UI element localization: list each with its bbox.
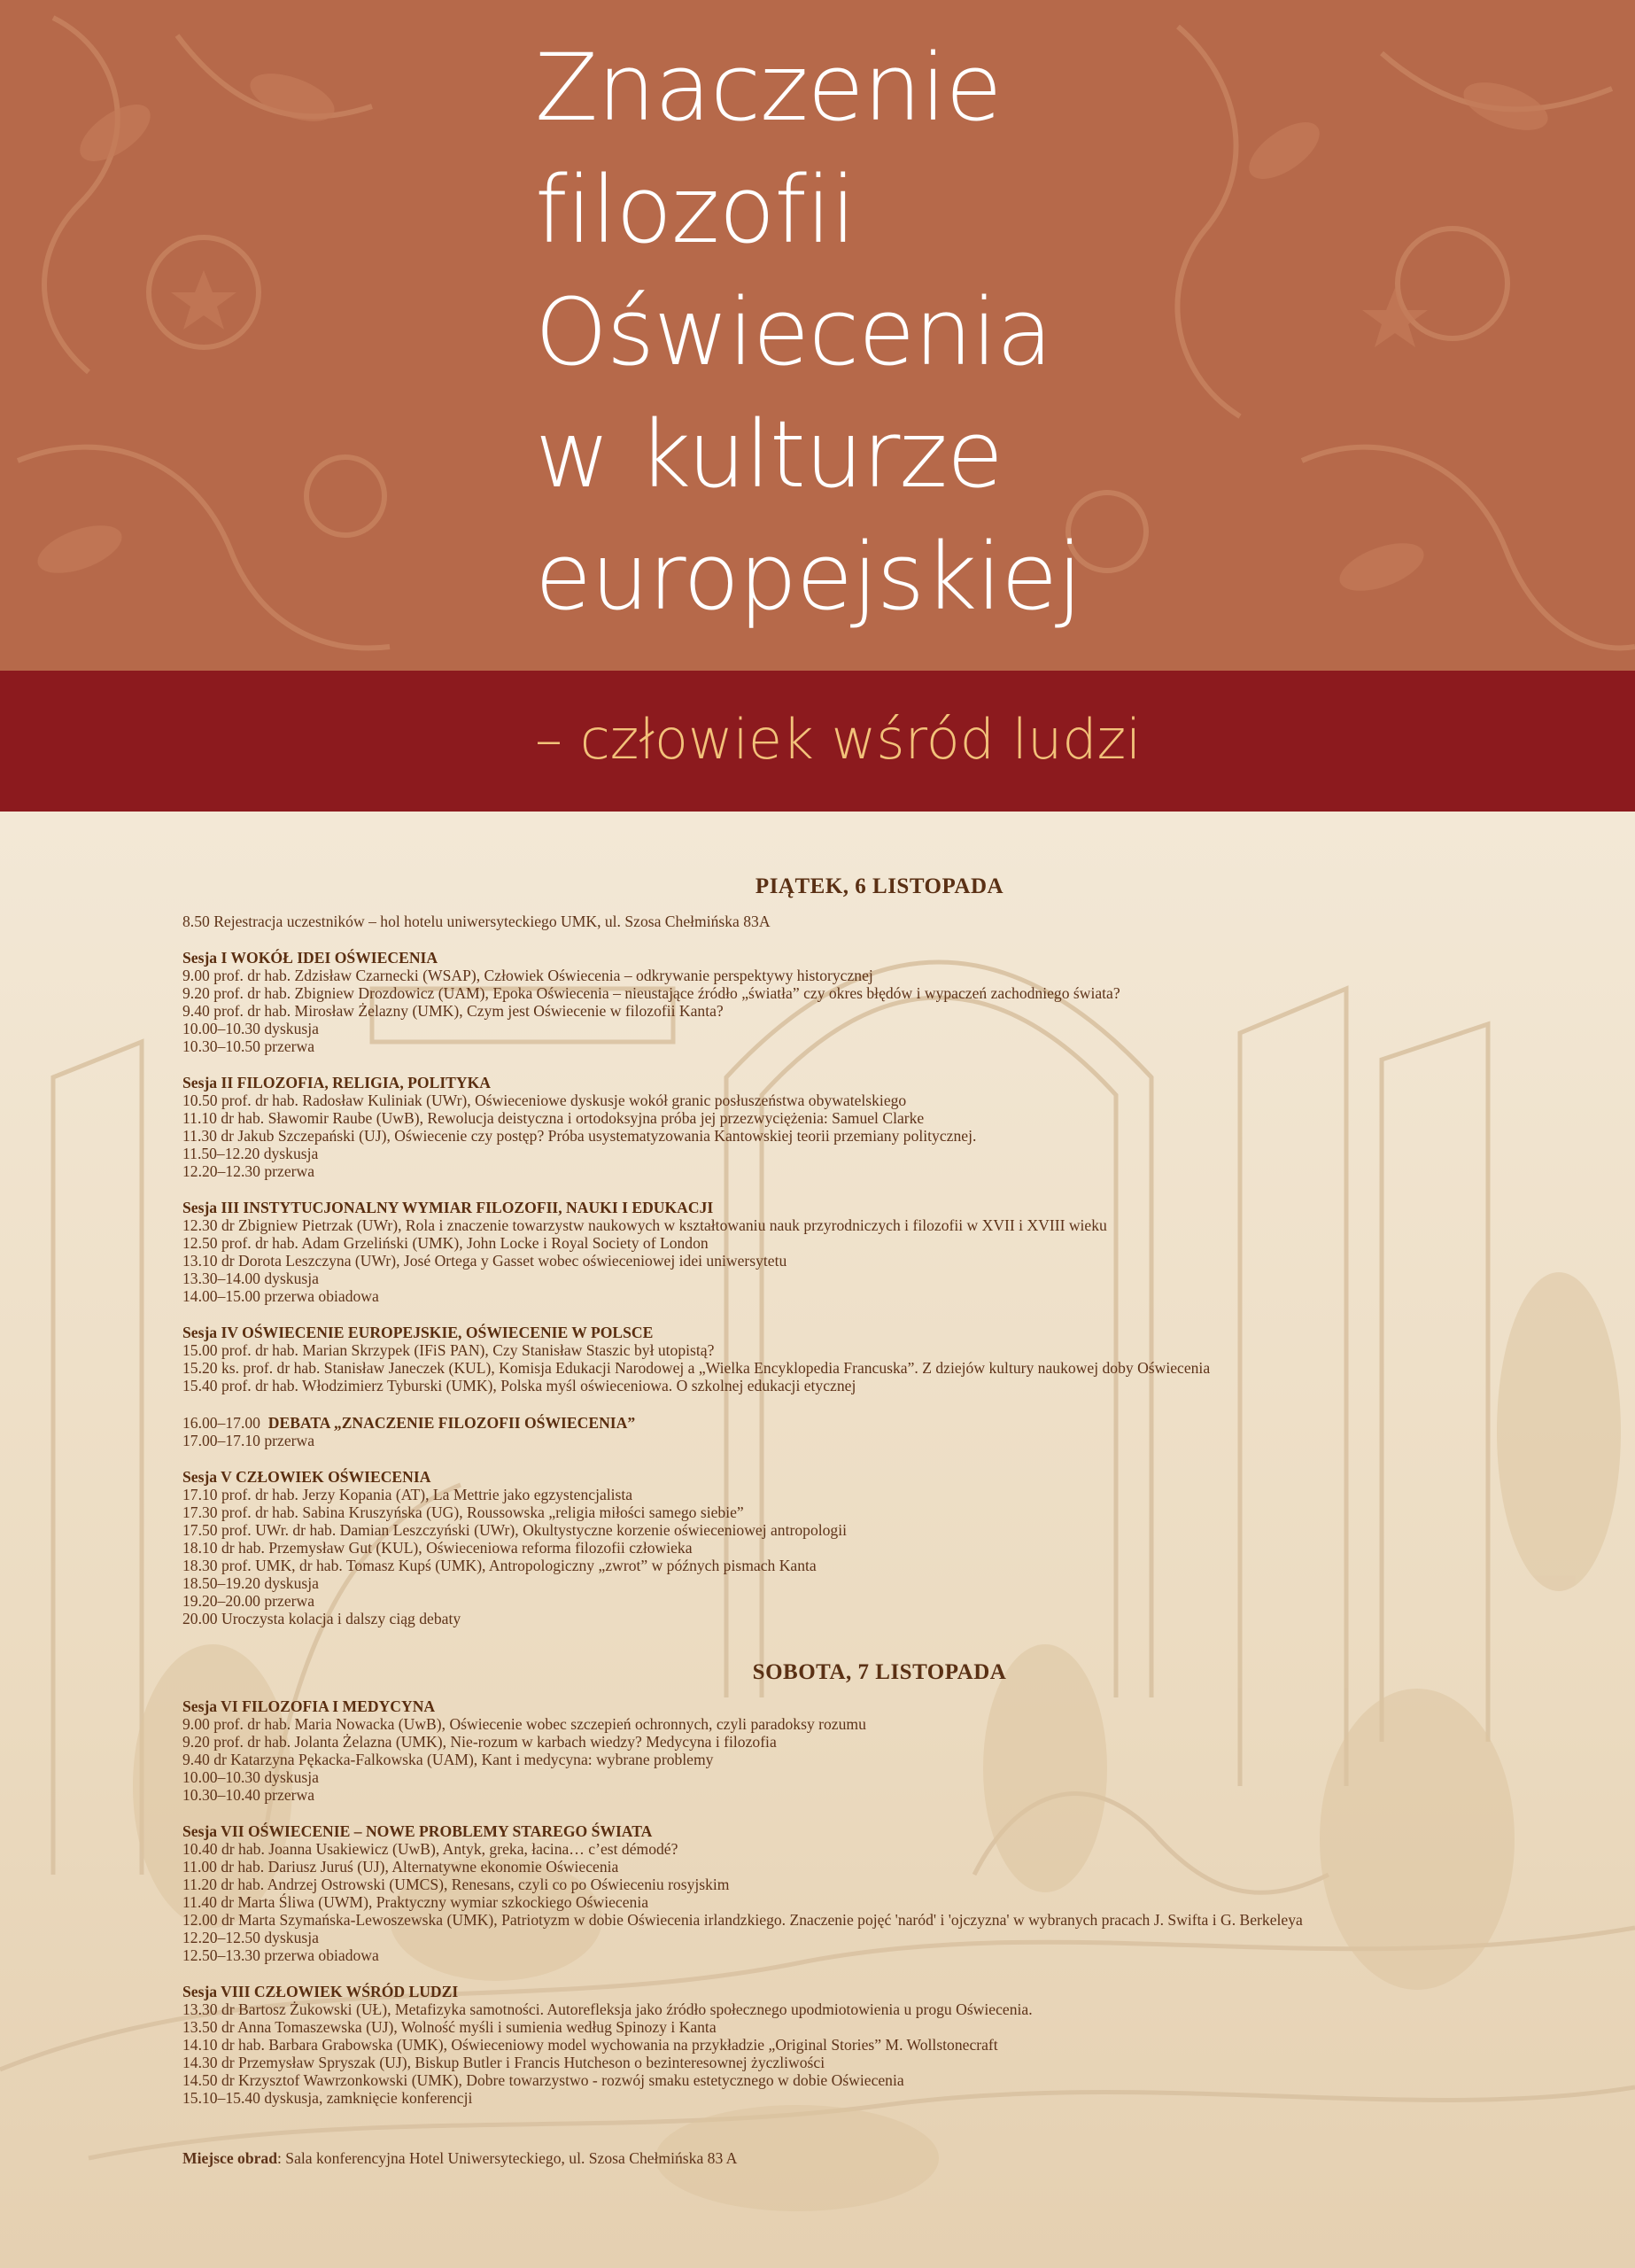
list-item: 10.50 prof. dr hab. Radosław Kuliniak (UWr), Oświeceniowe dyskusje wokół granic posłuszeństwa obywatelskiego [182,1091,907,1109]
list-item: 19.20–20.00 przerwa [182,1592,315,1610]
list-item: 13.10 dr Dorota Leszczyna (UWr), José Ortega y Gasset wobec oświeceniowej idei uniwersytetu [182,1252,787,1270]
list-item: 14.30 dr Przemysław Spryszak (UJ), Biskup Butler i Francis Hutcheson o bezinteresownej życzliwości [182,2054,825,2071]
title-line: europejskiej [535,523,1082,631]
list-item: 15.00 prof. dr hab. Marian Skrzypek (IFiS PAN), Czy Stanisław Staszic był utopistą? [182,1341,715,1359]
venue-text: : Sala konferencyjna Hotel Uniwersyteckiego, ul. Szosa Chełmińska 83 A [277,2149,738,2167]
session-2-title: Sesja II FILOZOFIA, RELIGIA, POLITYKA [182,1074,492,1091]
list-item: 18.10 dr hab. Przemysław Gut (KUL), Oświeceniowa reforma filozofii człowieka [182,1539,693,1557]
list-item: 11.40 dr Marta Śliwa (UWM), Praktyczny wymiar szkockiego Oświecenia [182,1893,649,1911]
list-item: 11.30 dr Jakub Szczepański (UJ), Oświecenie czy postęp? Próba usystematyzowania Kantowskiej teorii przemiany politycznej. [182,1127,977,1145]
list-item: 15.10–15.40 dyskusja, zamknięcie konferencji [182,2089,473,2107]
list-item: 11.00 dr hab. Dariusz Juruś (UJ), Alternatywne ekonomie Oświecenia [182,1858,619,1876]
list-item: 10.00–10.30 dyskusja [182,1020,319,1037]
list-item: 9.00 prof. dr hab. Maria Nowacka (UwB), Oświecenie wobec szczepień ochronnych, czyli paradoksy rozumu [182,1715,866,1733]
friday-heading: PIĄTEK, 6 LISTOPADA [755,874,1004,898]
list-item: 11.50–12.20 dyskusja [182,1145,319,1162]
list-item: 17.50 prof. UWr. dr hab. Damian Leszczyński (UWr), Okultystyczne korzenie oświeceniowej antropologii [182,1521,848,1539]
venue-line [182,2149,737,2167]
list-item: 10.30–10.50 przerwa [182,1037,315,1055]
list-item: 9.00 prof. dr hab. Zdzisław Czarnecki (WSAP), Człowiek Oświecenia – odkrywanie perspektywy historycznej [182,967,873,984]
list-item: 14.10 dr hab. Barbara Grabowska (UMK), Oświeceniowy model wychowania na przykładzie „Original Stories” M. Wollstonecraft [182,2036,998,2054]
session-1-title: Sesja I WOKÓŁ IDEI OŚWIECENIA [182,949,438,967]
debate-title: DEBATA „ZNACZENIE FILOZOFII OŚWIECENIA” [267,1414,636,1432]
list-item: 9.40 prof. dr hab. Mirosław Żelazny (UMK), Czym jest Oświecenie w filozofii Kanta? [182,1002,724,1020]
session-5-title: Sesja V CZŁOWIEK OŚWIECENIA [182,1468,431,1486]
debate-time: 16.00–17.00 [182,1414,260,1432]
subtitle: – człowiek wśród ludzi [535,707,1142,772]
list-item: 13.30 dr Bartosz Żukowski (UŁ), Metafizyka samotności. Autorefleksja jako źródło społecznego upodmiotowienia u progu Oświecenia. [182,2000,1033,2018]
list-item: 17.00–17.10 przerwa [182,1432,315,1449]
session-3-title: Sesja III INSTYTUCJONALNY WYMIAR FILOZOFII, NAUKI I EDUKACJI [182,1199,714,1216]
list-item: 12.50 prof. dr hab. Adam Grzeliński (UMK), John Locke i Royal Society of London [182,1234,709,1252]
list-item: 13.30–14.00 dyskusja [182,1270,319,1287]
list-item: 18.50–19.20 dyskusja [182,1574,319,1592]
list-item: 15.20 ks. prof. dr hab. Stanisław Janeczek (KUL), Komisja Edukacji Narodowej a „Wielka Encyklopedia Francuska”. Z dziejów kultury naukowej doby Oświecenia [182,1359,1211,1377]
list-item: 11.20 dr hab. Andrzej Ostrowski (UMCS), Renesans, czyli co po Oświeceniu rosyjskim [182,1876,730,1893]
list-item: 9.40 dr Katarzyna Pękacka-Falkowska (UAM), Kant i medycyna: wybrane problemy [182,1751,714,1768]
list-item: 18.30 prof. UMK, dr hab. Tomasz Kupś (UMK), Antropologiczny „zwrot” w późnych pismach Kanta [182,1557,817,1574]
list-item: 17.30 prof. dr hab. Sabina Kruszyńska (UG), Roussowska „religia miłości samego siebie” [182,1503,744,1521]
list-item: 10.40 dr hab. Joanna Usakiewicz (UwB), Antyk, greka, łacina… c’est démodé? [182,1840,678,1858]
list-item: 14.50 dr Krzysztof Wawrzonkowski (UMK), Dobre towarzystwo - rozwój smaku estetycznego w dobie Oświecenia [182,2071,904,2089]
list-item: 12.20–12.50 dyskusja [182,1929,319,1946]
list-item: 15.40 prof. dr hab. Włodzimierz Tyburski (UMK), Polska myśl oświeceniowa. O szkolnej edukacji etycznej [182,1377,856,1394]
header-banner [0,0,1635,671]
title-line: Znaczenie [535,34,1002,142]
title-line: w kulturze [535,400,1003,509]
session-6-title: Sesja VI FILOZOFIA I MEDYCYNA [182,1697,436,1715]
title-line: Oświecenia [535,278,1052,386]
session-8-title: Sesja VIII CZŁOWIEK WŚRÓD LUDZI [182,1983,459,2000]
title-line: filozofii [535,156,856,264]
list-item: 14.00–15.00 przerwa obiadowa [182,1287,379,1305]
list-item: 9.20 prof. dr hab. Jolanta Żelazna (UMK), Nie-rozum w karbach wiedzy? Medycyna i filozofia [182,1733,777,1751]
list-item: 9.20 prof. dr hab. Zbigniew Drozdowicz (UAM), Epoka Oświecenia – nieustające źródło „światła” czy okres błędów i wypaczeń zachodniego świata? [182,984,1120,1002]
registration-line: 8.50 Rejestracja uczestników – hol hotelu uniwersyteckiego UMK, ul. Szosa Chełmińska 83A [182,913,771,930]
list-item: 11.10 dr hab. Sławomir Raube (UwB), Rewolucja deistyczna i ortodoksyjna próba jej przezwyciężenia: Samuel Clarke [182,1109,925,1127]
list-item: 10.30–10.40 przerwa [182,1786,315,1804]
list-item: 13.50 dr Anna Tomaszewska (UJ), Wolność myśli i sumienia według Spinozy i Kanta [182,2018,717,2036]
session-4-title: Sesja IV OŚWIECENIE EUROPEJSKIE, OŚWIECENIE W POLSCE [182,1324,654,1341]
list-item: 12.20–12.30 przerwa [182,1162,315,1180]
list-item: 17.10 prof. dr hab. Jerzy Kopania (AT), La Mettrie jako egzystencjalista [182,1486,633,1503]
venue-label: Miejsce obrad [182,2149,277,2167]
list-item: 20.00 Uroczysta kolacja i dalszy ciąg debaty [182,1610,461,1627]
saturday-heading: SOBOTA, 7 LISTOPADA [752,1660,1007,1684]
conference-programme [0,812,1635,2268]
page-title [535,27,1081,638]
session-7-title: Sesja VII OŚWIECENIE – NOWE PROBLEMY STAREGO ŚWIATA [182,1822,653,1840]
list-item: 12.30 dr Zbigniew Pietrzak (UWr), Rola i znaczenie towarzystw naukowych w kształtowaniu nauk przyrodniczych i filozofii w XVII i XVIII wieku [182,1216,1107,1234]
debate-line [182,1414,635,1432]
list-item: 12.00 dr Marta Szymańska-Lewoszewska (UMK), Patriotyzm w dobie Oświecenia irlandzkiego. Znaczenie pojęć 'naród' i 'ojczyzna' w wybranych pracach J. Swifta i G. Berkeleya [182,1911,1303,1929]
list-item: 10.00–10.30 dyskusja [182,1768,319,1786]
list-item: 12.50–13.30 przerwa obiadowa [182,1946,379,1964]
